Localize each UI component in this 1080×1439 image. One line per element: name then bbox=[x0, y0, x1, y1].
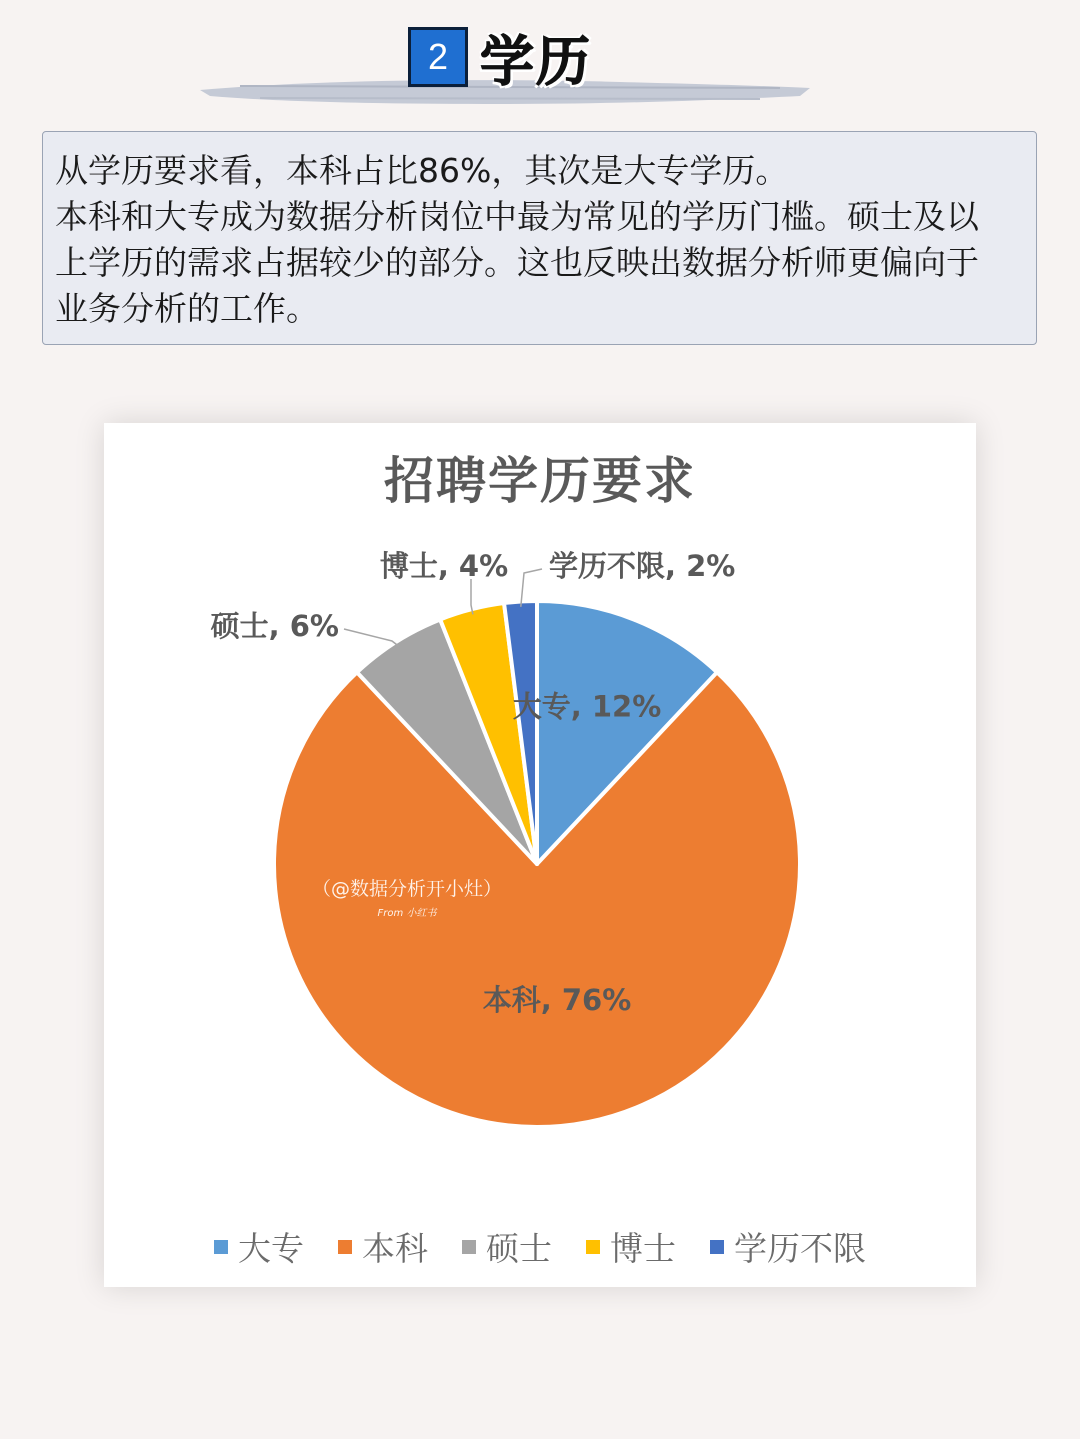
label-boshi: 博士, 4% bbox=[379, 549, 509, 583]
chart-card bbox=[104, 423, 976, 1287]
legend-label: 博士 bbox=[610, 1229, 676, 1268]
section-title: 学历 bbox=[480, 29, 592, 93]
legend-item bbox=[710, 1223, 866, 1270]
description-line: 业务分析的工作。 bbox=[55, 289, 319, 328]
legend-item bbox=[586, 1223, 676, 1270]
description-line: 本科和大专成为数据分析岗位中最为常见的学历门槛。硕士及以 bbox=[55, 197, 979, 236]
description-box bbox=[42, 131, 1037, 345]
label-benke: 本科, 76% bbox=[482, 983, 632, 1018]
legend-swatch bbox=[586, 1240, 600, 1254]
section-number-badge: 2 bbox=[408, 27, 468, 87]
legend-label: 本科 bbox=[362, 1229, 428, 1268]
legend-label: 硕士 bbox=[486, 1229, 552, 1268]
legend-swatch bbox=[214, 1240, 228, 1254]
watermark-source: From 小红书 bbox=[377, 908, 437, 919]
description-line: 上学历的需求占据较少的部分。这也反映出数据分析师更偏向于 bbox=[55, 243, 979, 282]
chart-legend bbox=[104, 1223, 976, 1270]
section-header bbox=[408, 24, 592, 93]
label-shuoshi: 硕士, 6% bbox=[210, 609, 339, 643]
legend-swatch bbox=[710, 1240, 724, 1254]
label-unlimited: 学历不限, 2% bbox=[549, 549, 736, 583]
description-line: 从学历要求看，本科占比86%，其次是大专学历。 bbox=[55, 151, 789, 190]
legend-item bbox=[214, 1223, 304, 1270]
label-dazhuan: 大专, 12% bbox=[512, 689, 662, 724]
legend-item bbox=[338, 1223, 428, 1270]
chart-title: 招聘学历要求 bbox=[384, 452, 696, 510]
legend-item bbox=[462, 1223, 552, 1270]
legend-label: 大专 bbox=[238, 1229, 304, 1268]
pie-chart bbox=[104, 423, 976, 1287]
legend-swatch bbox=[338, 1240, 352, 1254]
legend-label: 学历不限 bbox=[734, 1229, 866, 1268]
legend-swatch bbox=[462, 1240, 476, 1254]
watermark-text: （@数据分析开小灶） bbox=[311, 878, 503, 900]
